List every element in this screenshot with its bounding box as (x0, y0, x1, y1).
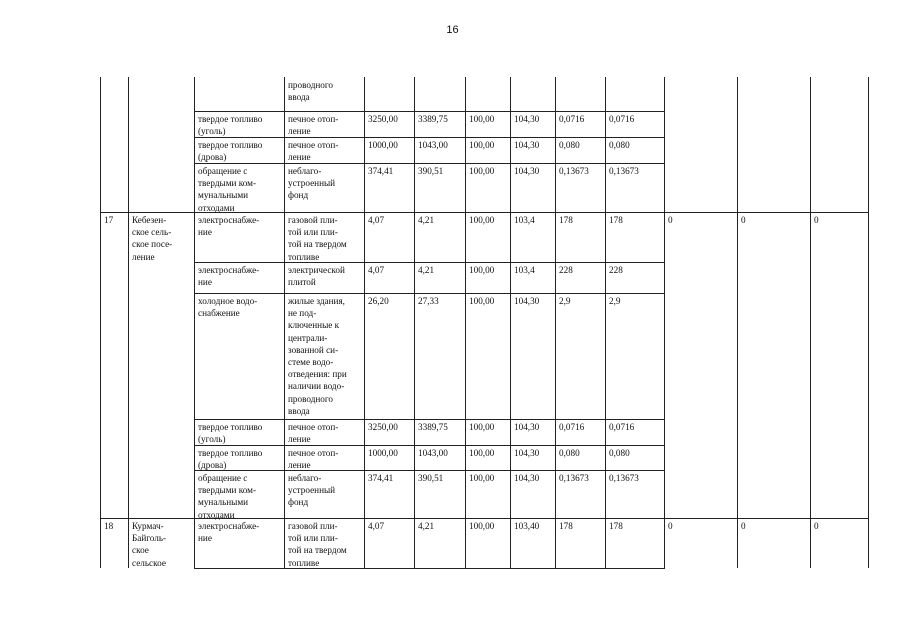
table-cell: 0,080 (559, 448, 580, 458)
table-cell: твердое топливо (уголь) (198, 114, 263, 137)
table-cell: 104,30 (514, 448, 540, 458)
table-cell: 0,080 (609, 448, 630, 458)
table-cell: неблаго- устроенный фонд (288, 166, 336, 201)
table-cell: 4,07 (368, 215, 385, 225)
row-border (194, 568, 665, 569)
table-cell: 104,30 (514, 140, 540, 150)
table-cell: обращение с твердыми ком- мунальными отходами (198, 166, 257, 213)
column-border (868, 77, 869, 568)
table-cell: 3389,75 (418, 422, 448, 432)
table-cell: 1043,00 (418, 140, 448, 150)
table-cell: 0,13673 (609, 473, 639, 483)
table-cell: 3389,75 (418, 114, 448, 124)
table-cell: 103,4 (514, 215, 535, 225)
table-cell: неблаго- устроенный фонд (288, 473, 336, 508)
table-cell: 4,21 (418, 521, 435, 531)
column-border (555, 77, 556, 568)
table-cell: 1000,00 (368, 140, 398, 150)
table-cell: электроснабже- ние (198, 521, 260, 544)
table-cell: 100,00 (469, 296, 495, 306)
table-cell: проводного ввода (288, 80, 334, 103)
table-cell: 0,0716 (609, 422, 635, 432)
table-cell: печное отоп- ление (288, 448, 339, 471)
column-border (128, 77, 129, 568)
table-cell: 0,13673 (609, 166, 639, 176)
settlement-name: Курмач- Байголь- ское сельское (132, 521, 167, 568)
table-cell: 103,40 (514, 521, 540, 531)
table-cell: 1043,00 (418, 448, 448, 458)
table-cell: обращение с твердыми ком- мунальными отходами (198, 473, 257, 520)
table-cell: 100,00 (469, 215, 495, 225)
table-cell: 390,51 (418, 473, 444, 483)
table-cell: 2,9 (559, 296, 571, 306)
row-border (194, 111, 665, 112)
table-cell: 104,30 (514, 114, 540, 124)
table-cell: газовой пли- той или пли- той на твердом топливе (288, 521, 347, 568)
column-border (664, 77, 665, 568)
table-cell: 1000,00 (368, 448, 398, 458)
table-cell: 100,00 (469, 422, 495, 432)
table-cell: жилые здания, не под- ключенные к централи- зованной си- стеме водо- отведения: при наличии водо- проводного ввода (288, 296, 347, 416)
table-cell: 104,30 (514, 473, 540, 483)
table-cell: 374,41 (368, 166, 394, 176)
table-cell: 100,00 (469, 265, 495, 275)
table-cell: 0 (814, 215, 819, 225)
table-cell: 178 (559, 215, 573, 225)
table-cell: 0,080 (609, 140, 630, 150)
table-cell: 0 (741, 215, 746, 225)
table-cell: 100,00 (469, 166, 495, 176)
table-cell: 178 (559, 521, 573, 531)
table-cell: 178 (609, 521, 623, 531)
column-border (605, 77, 606, 568)
table-cell: электроснабже- ние (198, 215, 260, 238)
row-border (194, 419, 665, 420)
table-cell: 178 (609, 215, 623, 225)
table-cell: 0,0716 (609, 114, 635, 124)
row-border (194, 293, 665, 294)
table-cell: 228 (609, 265, 623, 275)
table-cell: 27,33 (418, 296, 439, 306)
column-border (284, 77, 285, 568)
table-cell: 4,21 (418, 265, 435, 275)
table-cell: 4,21 (418, 215, 435, 225)
table-cell: холодное водо- снабжение (198, 296, 258, 319)
table-cell: твердое топливо (дрова) (198, 140, 263, 163)
table-cell: 2,9 (609, 296, 621, 306)
table-cell: печное отоп- ление (288, 140, 339, 163)
table-cell: 26,20 (368, 296, 389, 306)
table-cell: 0,13673 (559, 473, 589, 483)
table-cell: газовой пли- той или пли- той на твердом топливе (288, 215, 347, 262)
table-cell: 104,30 (514, 422, 540, 432)
column-border (465, 77, 466, 568)
table-cell: 228 (559, 265, 573, 275)
table-cell: 0,13673 (559, 166, 589, 176)
page-number: 16 (446, 24, 459, 36)
column-border (510, 77, 511, 568)
table-cell: 100,00 (469, 448, 495, 458)
row-border (194, 262, 665, 263)
table-cell: электроснабже- ние (198, 265, 260, 288)
column-border (100, 77, 101, 568)
column-border (194, 77, 195, 568)
table-cell: 390,51 (418, 166, 444, 176)
table-cell: 0 (741, 521, 746, 531)
table-cell: печное отоп- ление (288, 422, 339, 445)
table-cell: 0,0716 (559, 114, 585, 124)
table-cell: 100,00 (469, 114, 495, 124)
table-cell: печное отоп- ление (288, 114, 339, 137)
table-cell: 3250,00 (368, 422, 398, 432)
table-cell: 3250,00 (368, 114, 398, 124)
table-cell: 103,4 (514, 265, 535, 275)
row-number: 18 (104, 521, 114, 531)
table-cell: 374,41 (368, 473, 394, 483)
table-cell: 0 (668, 521, 673, 531)
table-cell: 100,00 (469, 521, 495, 531)
row-number: 17 (104, 215, 114, 225)
table-cell: 4,07 (368, 521, 385, 531)
column-border (414, 77, 415, 568)
column-border (810, 77, 811, 568)
table-cell: 0 (668, 215, 673, 225)
table-cell: 100,00 (469, 140, 495, 150)
table-cell: 4,07 (368, 265, 385, 275)
column-border (737, 77, 738, 568)
table-cell: 0,080 (559, 140, 580, 150)
table-cell: 100,00 (469, 473, 495, 483)
table-cell: 104,30 (514, 296, 540, 306)
table-cell: 0 (814, 521, 819, 531)
settlement-name: Кебезен- ское сель- ское посе- ление (132, 215, 173, 262)
table-cell: 104,30 (514, 166, 540, 176)
column-border (364, 77, 365, 568)
table-cell: твердое топливо (уголь) (198, 422, 263, 445)
table-cell: твердое топливо (дрова) (198, 448, 263, 471)
table-cell: 0,0716 (559, 422, 585, 432)
table-cell: электрической плитой (288, 265, 345, 288)
